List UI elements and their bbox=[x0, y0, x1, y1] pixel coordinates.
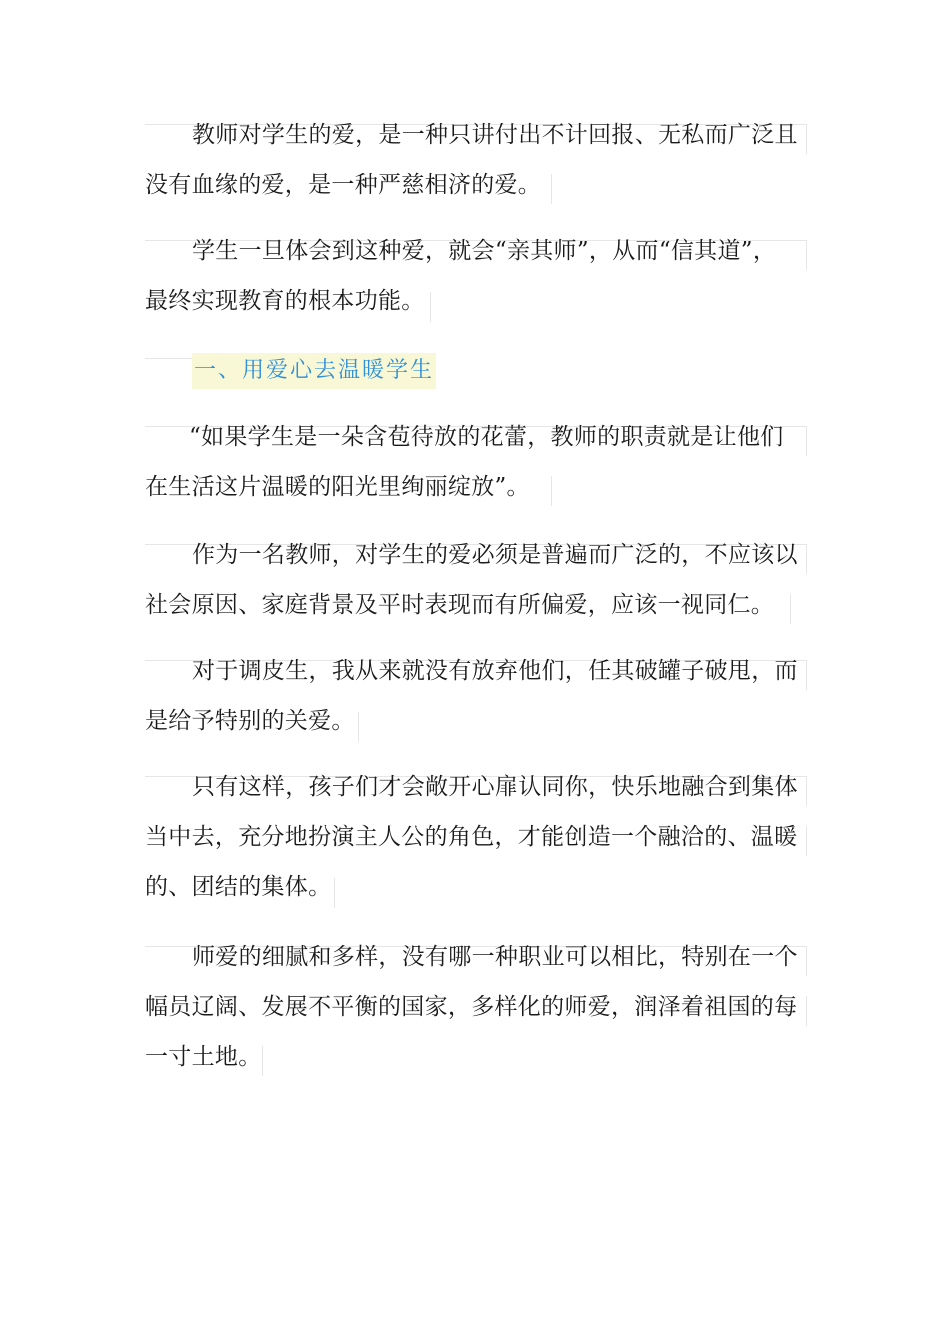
paragraph-line: 学生一旦体会到这种爱，就会“亲其师”，从而“信其道”， bbox=[192, 238, 777, 264]
section-heading: 一、用爱心去温暖学生 bbox=[192, 353, 436, 389]
paragraph-line: 是给予特别的关爱。 bbox=[145, 708, 355, 734]
paragraph-line: 幅员辽阔、发展不平衡的国家，多样化的师爱，润泽着祖国的每 bbox=[145, 994, 798, 1020]
paragraph-line: 的、团结的集体。 bbox=[145, 874, 332, 900]
paragraph-5 bbox=[145, 646, 807, 746]
paragraph-7 bbox=[145, 932, 807, 1082]
paragraph-2 bbox=[145, 226, 807, 326]
paragraph-line: 一寸土地。 bbox=[145, 1044, 262, 1070]
paragraph-line: 最终实现教育的根本功能。 bbox=[145, 288, 425, 314]
paragraph-line: 当中去，充分地扮演主人公的角色，才能创造一个融洽的、温暖 bbox=[145, 824, 798, 850]
paragraph-6 bbox=[145, 762, 807, 912]
paragraph-line: 作为一名教师，对学生的爱必须是普遍而广泛的，不应该以 bbox=[192, 542, 798, 568]
paragraph-3 bbox=[145, 412, 807, 512]
paragraph-line: 教师对学生的爱，是一种只讲付出不计回报、无私而广泛且 bbox=[192, 122, 798, 148]
paragraph-line: 对于调皮生，我从来就没有放弃他们，任其破罐子破甩，而 bbox=[192, 658, 798, 684]
paragraph-line: 没有血缘的爱，是一种严慈相济的爱。 bbox=[145, 172, 542, 198]
paragraph-line: “如果学生是一朵含苞待放的花蕾，教师的职责就是让他们 bbox=[189, 424, 784, 450]
paragraph-4 bbox=[145, 530, 807, 630]
paragraph-line: 在生活这片温暖的阳光里绚丽绽放”。 bbox=[145, 474, 530, 500]
paragraph-line: 社会原因、家庭背景及平时表现而有所偏爱，应该一视同仁。 bbox=[145, 592, 775, 618]
paragraph-line: 师爱的细腻和多样，没有哪一种职业可以相比，特别在一个 bbox=[192, 944, 798, 970]
paragraph-line: 只有这样，孩子们才会敞开心扉认同你，快乐地融合到集体 bbox=[192, 774, 798, 800]
paragraph-1 bbox=[145, 110, 807, 210]
